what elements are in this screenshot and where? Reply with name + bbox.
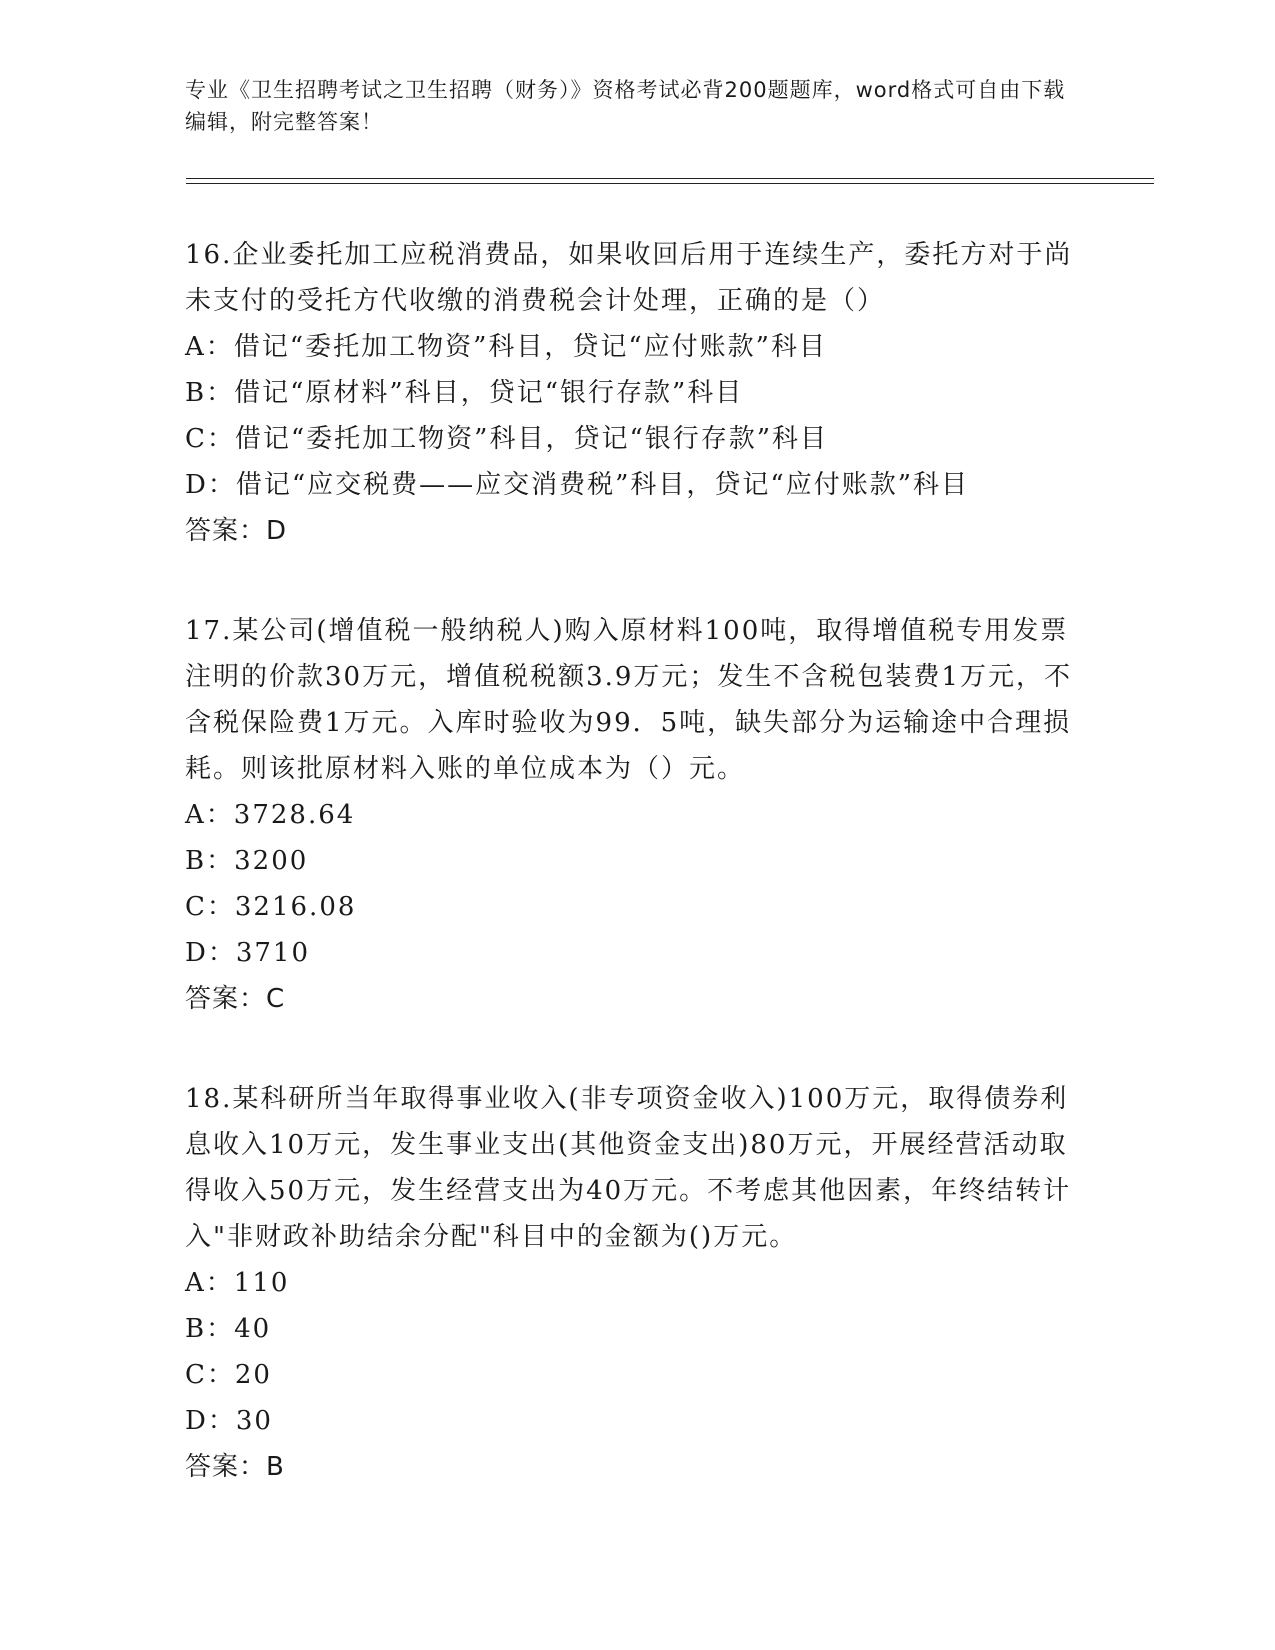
option-c: C：20 [185,1360,272,1390]
header-divider-bottom [186,183,1154,184]
option-d: D：3710 [185,938,311,968]
question-list [185,232,1085,1544]
option-c: C：借记“委托加工物资”科目，贷记“银行存款”科目 [185,424,829,454]
answer-line: 答案：B [185,1452,285,1482]
document-header: 专业《卫生招聘考试之卫生招聘（财务）》资格考试必背200题题库，word格式可自由下载编辑，附完整答案！ [185,78,1066,134]
option-c: C：3216.08 [185,892,357,922]
option-d: D：借记“应交税费——应交消费税”科目，贷记“应付账款”科目 [185,470,970,500]
answer-line: 答案：C [185,984,286,1014]
option-a: A：3728.64 [185,800,356,830]
option-b: B：3200 [185,846,309,876]
option-b: B：借记“原材料”科目，贷记“银行存款”科目 [185,378,744,408]
option-b: B：40 [185,1314,272,1344]
option-a: A：110 [185,1268,290,1298]
question-18 [185,1076,1085,1490]
option-d: D：30 [185,1406,273,1436]
answer-line: 答案：D [185,516,288,546]
question-17 [185,608,1085,1022]
header-divider-top [186,178,1154,179]
option-a: A：借记“委托加工物资”科目，贷记“应付账款”科目 [185,332,827,362]
question-text: 18.某科研所当年取得事业收入(非专项资金收入)100万元，取得债券利息收入10万元，发生事业支出(其他资金支出)80万元，开展经营活动取得收入50万元，发生经营支出为40万元。不考虑其他因素，年终结转计入"非财政补助结余分配"科目中的金额为()万元。 [185,1084,1072,1252]
question-16 [185,232,1085,554]
question-text: 16.企业委托加工应税消费品，如果收回后用于连续生产，委托方对于尚未支付的受托方代收缴的消费税会计处理，正确的是（） [185,240,1073,316]
question-text: 17.某公司(增值税一般纳税人)购入原材料100吨，取得增值税专用发票注明的价款30万元，增值税税额3.9万元；发生不含税包装费1万元，不含税保险费1万元。入库时验收为99．5吨，缺失部分为运输途中合理损耗。则该批原材料入账的单位成本为（）元。 [185,616,1072,784]
